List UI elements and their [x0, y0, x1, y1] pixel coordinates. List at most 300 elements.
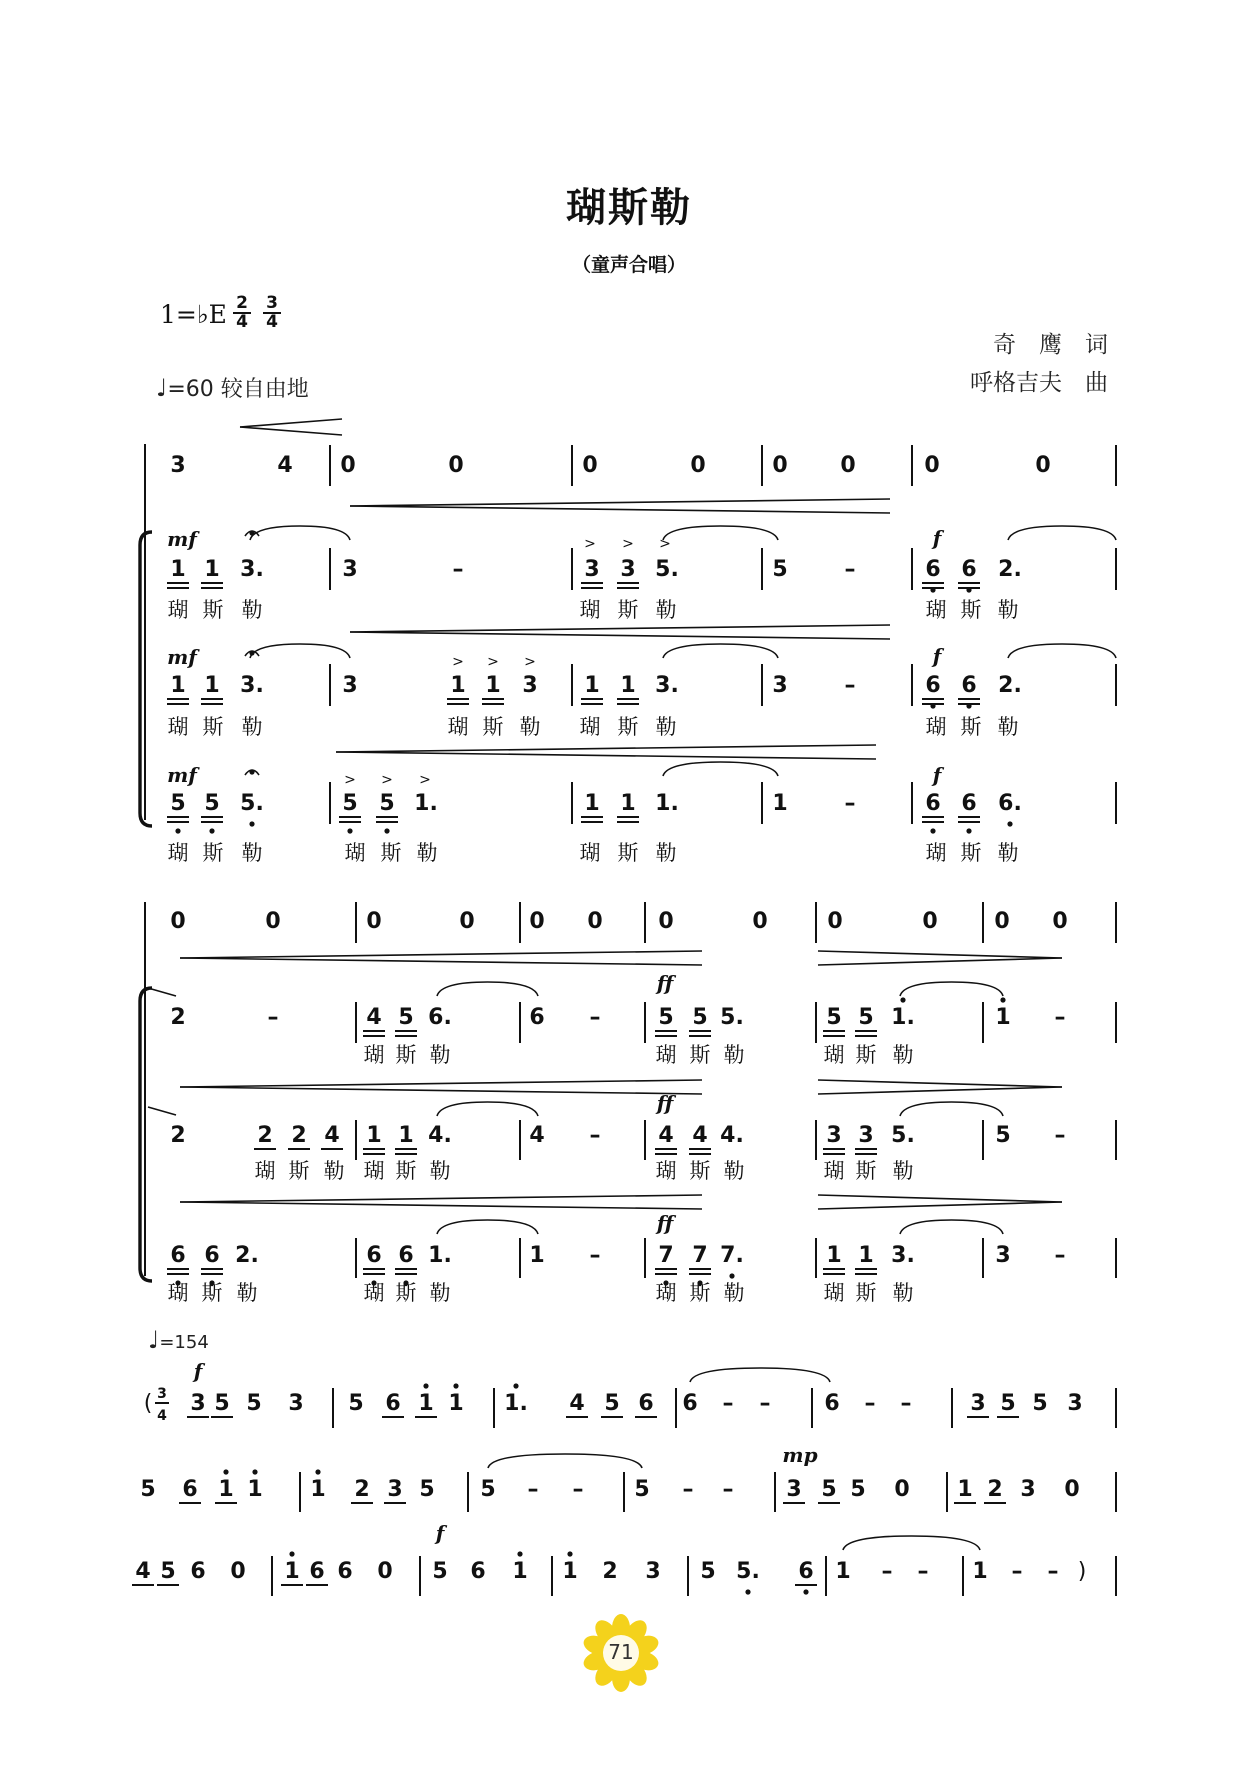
- voice1-note: 5: [858, 1005, 874, 1030]
- voice2-note: 1: [204, 673, 220, 698]
- slur: [900, 1220, 1003, 1234]
- accent-mark: >: [659, 536, 671, 552]
- crescendo-hairpin: [180, 1080, 702, 1087]
- voice3-note: 6: [204, 1243, 220, 1268]
- piano-note: 0: [752, 909, 768, 934]
- voice2-note: 4: [529, 1123, 545, 1148]
- piano-note: 0: [459, 909, 475, 934]
- voice2-note: 6: [925, 673, 941, 698]
- voice3-lyric: 瑚: [655, 1281, 677, 1305]
- interlude-note: 3: [786, 1477, 802, 1502]
- voice2-lyric: 瑚: [254, 1159, 276, 1183]
- interlude-note: 3: [190, 1391, 206, 1416]
- diminuendo-hairpin: [818, 958, 1062, 965]
- voice2-lyric: 瑚: [579, 715, 601, 739]
- voice1-note: 5: [826, 1005, 842, 1030]
- low-octave-dot: [175, 828, 180, 833]
- voice1-lyric: 斯: [689, 1043, 711, 1067]
- voice2-lyric: 斯: [960, 715, 982, 739]
- interlude-note: 5: [850, 1477, 866, 1502]
- low-octave-dot: [729, 1273, 734, 1278]
- dynamic-mf: mf: [167, 763, 197, 787]
- voice1-note: 3.: [240, 557, 264, 582]
- interlude-note: 1: [310, 1477, 326, 1502]
- time-signature-3-4: 3 4: [263, 296, 281, 330]
- high-octave-dot: [900, 997, 905, 1002]
- diminuendo-hairpin: [818, 1202, 1062, 1209]
- crescendo-hairpin: [240, 419, 342, 427]
- voice1-note: 2.: [998, 557, 1022, 582]
- slur: [900, 1102, 1003, 1116]
- crescendo-hairpin: [350, 632, 890, 639]
- voice3-lyric: 勒: [416, 841, 438, 865]
- voice2-lyric: 瑚: [655, 1159, 677, 1183]
- interlude-note: 3: [1020, 1477, 1036, 1502]
- voice3-note: 5: [170, 791, 186, 816]
- interlude-note: 5: [1000, 1391, 1016, 1416]
- voice3-lyric: 瑚: [167, 1281, 189, 1305]
- low-octave-dot: [347, 828, 352, 833]
- voice3-note: –: [589, 1243, 601, 1268]
- voice3-note: –: [844, 791, 856, 816]
- interlude-note: 0: [1064, 1477, 1080, 1502]
- dynamic-f: f: [932, 763, 942, 787]
- voice3-note: 5: [379, 791, 395, 816]
- voice1-note: 1: [170, 557, 186, 582]
- low-octave-dot: [930, 828, 935, 833]
- interlude-note: 6: [190, 1559, 206, 1584]
- voice2-lyric: 斯: [689, 1159, 711, 1183]
- voice2-note: 1: [170, 673, 186, 698]
- voice3-note: 6: [925, 791, 941, 816]
- voice1-note: 1.: [891, 1005, 915, 1030]
- piano-note: 0: [922, 909, 938, 934]
- crescendo-hairpin: [180, 1195, 702, 1202]
- piano-note: 0: [340, 453, 356, 478]
- voice2-lyric: 瑚: [925, 715, 947, 739]
- voice2-note: 3.: [240, 673, 264, 698]
- slur: [690, 1368, 830, 1382]
- interlude-note: 4: [135, 1559, 151, 1584]
- interlude-note: 4: [569, 1391, 585, 1416]
- interlude-note: 5: [348, 1391, 364, 1416]
- interlude-note: 5: [480, 1477, 496, 1502]
- interlude-note: 6: [824, 1391, 840, 1416]
- interlude-note: –: [527, 1477, 539, 1502]
- high-octave-dot: [517, 1551, 522, 1556]
- interlude-note: –: [722, 1391, 734, 1416]
- voice3-note: 6.: [998, 791, 1022, 816]
- voice2-note: 3: [772, 673, 788, 698]
- voice2-lyric: 勒: [323, 1159, 345, 1183]
- crescendo-hairpin: [240, 427, 342, 435]
- dynamic-f: f: [193, 1359, 203, 1383]
- voice1-lyric: 斯: [855, 1043, 877, 1067]
- voice2-lyric: 勒: [723, 1159, 745, 1183]
- interlude-note: –: [881, 1559, 893, 1584]
- voice3-note: 6: [398, 1243, 414, 1268]
- high-octave-dot: [453, 1383, 458, 1388]
- voice2-note: 4: [324, 1123, 340, 1148]
- voice2-lyric: 勒: [519, 715, 541, 739]
- voice1-lyric: 勒: [429, 1043, 451, 1067]
- interlude-note: 1.: [504, 1391, 528, 1416]
- interlude-note: 2: [602, 1559, 618, 1584]
- voice1-note: 5.: [720, 1005, 744, 1030]
- voice1-note: 3: [584, 557, 600, 582]
- high-octave-dot: [423, 1383, 428, 1388]
- slur: [250, 526, 350, 540]
- voice2-note: 6: [961, 673, 977, 698]
- interlude-note: 5: [1032, 1391, 1048, 1416]
- voice1-lyric: 瑚: [823, 1043, 845, 1067]
- voice3-lyric: 勒: [236, 1281, 258, 1305]
- piano-note: 0: [582, 453, 598, 478]
- interlude-note: 1: [218, 1477, 234, 1502]
- voice1-note: 5.: [655, 557, 679, 582]
- piano-note: 0: [827, 909, 843, 934]
- interlude-note: –: [682, 1477, 694, 1502]
- crescendo-hairpin: [180, 1087, 702, 1094]
- slur: [488, 1454, 642, 1468]
- voice2-note: 1: [620, 673, 636, 698]
- interlude-time-top: 3: [157, 1386, 167, 1402]
- voice3-note: 5: [342, 791, 358, 816]
- fermata-dot: [249, 769, 254, 774]
- dynamic-mf: mf: [167, 527, 197, 551]
- dynamic-f: f: [932, 644, 942, 668]
- high-octave-dot: [513, 1383, 518, 1388]
- subtitle: （童声合唱）: [571, 254, 686, 276]
- slur: [1008, 644, 1116, 658]
- voice3-lyric: 瑚: [363, 1281, 385, 1305]
- voice3-lyric: 斯: [395, 1281, 417, 1305]
- voice1-lyric: 斯: [395, 1043, 417, 1067]
- voice3-note: 5: [204, 791, 220, 816]
- crescendo-hairpin: [180, 958, 702, 965]
- accent-mark: >: [487, 654, 499, 670]
- voice2-lyric: 斯: [482, 715, 504, 739]
- piano-note: 0: [529, 909, 545, 934]
- accent-mark: >: [524, 654, 536, 670]
- quarter-note-icon: ♩: [148, 1326, 160, 1354]
- interlude-note: –: [1011, 1559, 1023, 1584]
- slur: [437, 982, 538, 996]
- interlude-note: –: [864, 1391, 876, 1416]
- voice3-lyric: 勒: [429, 1281, 451, 1305]
- piano-note: 4: [277, 453, 293, 478]
- voice3-note: 1: [772, 791, 788, 816]
- voice3-lyric: 瑚: [344, 841, 366, 865]
- voice1-note: 3: [620, 557, 636, 582]
- interlude-note: 5: [419, 1477, 435, 1502]
- interlude-note: 1: [972, 1559, 988, 1584]
- voice1-note: –: [267, 1005, 279, 1030]
- voice3-note: 1.: [414, 791, 438, 816]
- slur: [663, 526, 778, 540]
- diminuendo-hairpin: [818, 951, 1062, 958]
- crescendo-hairpin: [336, 745, 876, 752]
- voice3-lyric: 斯: [202, 841, 224, 865]
- voice1-lyric: 斯: [617, 598, 639, 622]
- low-octave-dot: [930, 587, 935, 592]
- interlude-note: 3: [645, 1559, 661, 1584]
- voice3-note: 7: [658, 1243, 674, 1268]
- diminuendo-hairpin: [818, 1087, 1062, 1094]
- interlude-note: 3: [1067, 1391, 1083, 1416]
- voice1-note: 5: [658, 1005, 674, 1030]
- voice3-note: 1: [529, 1243, 545, 1268]
- voice3-lyric: 瑚: [823, 1281, 845, 1305]
- composer-credit: 呼格吉夫 曲: [970, 370, 1108, 396]
- piano-note: 0: [658, 909, 674, 934]
- voice3-lyric: 勒: [892, 1281, 914, 1305]
- interlude-note: –: [759, 1391, 771, 1416]
- voice2-lyric: 勒: [241, 715, 263, 739]
- time-signature-2-4: 2 4: [233, 296, 251, 330]
- voice3-note: 6: [366, 1243, 382, 1268]
- voice3-lyric: 勒: [997, 841, 1019, 865]
- voice2-lyric: 斯: [202, 715, 224, 739]
- interlude-note: 3: [970, 1391, 986, 1416]
- piano-note: 0: [840, 453, 856, 478]
- voice1-note: 2: [170, 1005, 186, 1030]
- voice3-note: 1: [826, 1243, 842, 1268]
- voice1-note: 3: [342, 557, 358, 582]
- voice3-lyric: 瑚: [579, 841, 601, 865]
- voice2-note: 1: [485, 673, 501, 698]
- voice3-lyric: 斯: [617, 841, 639, 865]
- accent-mark: >: [452, 654, 464, 670]
- voice2-lyric: 勒: [997, 715, 1019, 739]
- voice2-lyric: 瑚: [447, 715, 469, 739]
- interlude-note: 5: [246, 1391, 262, 1416]
- voice2-note: –: [589, 1123, 601, 1148]
- voice2-note: 3: [826, 1123, 842, 1148]
- dynamic-mp: mp: [782, 1443, 818, 1467]
- interlude-note: 5: [160, 1559, 176, 1584]
- piano-note: 0: [265, 909, 281, 934]
- voice2-note: 1: [584, 673, 600, 698]
- dynamic-f: f: [435, 1521, 445, 1545]
- tempo-text: =154: [159, 1332, 209, 1353]
- voice3-note: 1: [858, 1243, 874, 1268]
- interlude-note: –: [917, 1559, 929, 1584]
- voice3-note: 1.: [428, 1243, 452, 1268]
- voice3-lyric: 勒: [655, 841, 677, 865]
- voice2-lyric: 瑚: [363, 1159, 385, 1183]
- voice2-lyric: 勒: [655, 715, 677, 739]
- voice2-note: 1: [450, 673, 466, 698]
- interlude-note: 1: [247, 1477, 263, 1502]
- voice2-note: 3: [522, 673, 538, 698]
- voice1-note: 6: [925, 557, 941, 582]
- low-octave-dot: [209, 828, 214, 833]
- piano-note: 0: [772, 453, 788, 478]
- lyricist-credit: 奇 鹰 词: [993, 332, 1108, 358]
- voice1-note: 1: [995, 1005, 1011, 1030]
- voice3-note: 1: [620, 791, 636, 816]
- voice3-note: –: [1054, 1243, 1066, 1268]
- voice1-lyric: 勒: [241, 598, 263, 622]
- interlude-note: 5: [214, 1391, 230, 1416]
- interlude-note: 1: [562, 1559, 578, 1584]
- piano-note: 0: [1052, 909, 1068, 934]
- low-octave-dot: [966, 828, 971, 833]
- voice1-note: –: [452, 557, 464, 582]
- crescendo-hairpin: [180, 951, 702, 958]
- voice3-lyric: 斯: [689, 1281, 711, 1305]
- voice2-note: 3: [858, 1123, 874, 1148]
- voice1-lyric: 勒: [723, 1043, 745, 1067]
- interlude-note: 6: [309, 1559, 325, 1584]
- voice3-lyric: 斯: [960, 841, 982, 865]
- voice2-note: 3: [342, 673, 358, 698]
- slur: [843, 1536, 980, 1550]
- voice3-lyric: 勒: [723, 1281, 745, 1305]
- diminuendo-hairpin: [818, 1195, 1062, 1202]
- crescendo-hairpin: [336, 752, 876, 759]
- interlude-note: –: [900, 1391, 912, 1416]
- voice2-lyric: 斯: [395, 1159, 417, 1183]
- voice3-lyric: 勒: [241, 841, 263, 865]
- high-octave-dot: [223, 1469, 228, 1474]
- interlude-note: 1: [418, 1391, 434, 1416]
- voice1-lyric: 勒: [655, 598, 677, 622]
- interlude-note: 5: [432, 1559, 448, 1584]
- interlude-note: 6: [182, 1477, 198, 1502]
- voice3-note: 6: [170, 1243, 186, 1268]
- voice2-note: –: [1054, 1123, 1066, 1148]
- interlude-note: 6: [798, 1559, 814, 1584]
- interlude-note: 6: [638, 1391, 654, 1416]
- voice1-note: 5: [692, 1005, 708, 1030]
- slur: [250, 644, 350, 658]
- interlude-time-bottom: 4: [157, 1408, 167, 1424]
- crescendo-hairpin: [180, 1202, 702, 1209]
- voice2-note: 4: [692, 1123, 708, 1148]
- interlude-note: 6: [470, 1559, 486, 1584]
- voice1-lyric: 瑚: [167, 598, 189, 622]
- dynamic-ff: ff: [656, 1211, 674, 1235]
- low-octave-dot: [966, 703, 971, 708]
- piano-note: 0: [690, 453, 706, 478]
- accent-mark: >: [381, 772, 393, 788]
- voice1-lyric: 瑚: [925, 598, 947, 622]
- low-octave-dot: [966, 587, 971, 592]
- voice1-lyric: 瑚: [655, 1043, 677, 1067]
- voice3-note: 2.: [235, 1243, 259, 1268]
- low-octave-dot: [1007, 821, 1012, 826]
- voice2-note: 4: [658, 1123, 674, 1148]
- voice3-note: 1: [584, 791, 600, 816]
- accent-mark: >: [419, 772, 431, 788]
- voice1-lyric: 瑚: [579, 598, 601, 622]
- voice2-note: 1: [398, 1123, 414, 1148]
- interlude-note: 2: [354, 1477, 370, 1502]
- slur: [663, 644, 778, 658]
- interlude-paren: (: [143, 1391, 153, 1416]
- voice2-note: 4.: [428, 1123, 452, 1148]
- page-title: 瑚斯勒: [566, 184, 692, 231]
- voice3-note: 3: [995, 1243, 1011, 1268]
- crescendo-hairpin: [350, 506, 890, 513]
- interlude-note: 5: [821, 1477, 837, 1502]
- voice2-note: 5.: [891, 1123, 915, 1148]
- interlude-note: 0: [230, 1559, 246, 1584]
- interlude-note: –: [722, 1477, 734, 1502]
- high-octave-dot: [567, 1551, 572, 1556]
- voice3-note: 6: [961, 791, 977, 816]
- tempo-text: =60 较自由地: [167, 377, 309, 402]
- voice1-note: 5: [772, 557, 788, 582]
- piano-note: 0: [1035, 453, 1051, 478]
- voice1-note: –: [589, 1005, 601, 1030]
- voice1-note: 5: [398, 1005, 414, 1030]
- voice2-note: 2: [170, 1123, 186, 1148]
- piano-note: 3: [170, 453, 186, 478]
- voice2-note: 1: [366, 1123, 382, 1148]
- voice1-lyric: 斯: [202, 598, 224, 622]
- page-number: 71: [608, 1640, 634, 1664]
- interlude-note: 5.: [736, 1559, 760, 1584]
- voice1-note: –: [1054, 1005, 1066, 1030]
- slur: [437, 1220, 538, 1234]
- interlude-note: 6: [682, 1391, 698, 1416]
- crescendo-hairpin: [350, 499, 890, 506]
- interlude-note: 1: [957, 1477, 973, 1502]
- interlude-note: 1: [448, 1391, 464, 1416]
- dynamic-mf: mf: [167, 645, 197, 669]
- dynamic-ff: ff: [656, 971, 674, 995]
- voice3-note: 5.: [240, 791, 264, 816]
- voice2-note: 4.: [720, 1123, 744, 1148]
- voice3-lyric: 斯: [855, 1281, 877, 1305]
- voice2-lyric: 斯: [617, 715, 639, 739]
- voice2-note: 2.: [998, 673, 1022, 698]
- interlude-note: 6: [337, 1559, 353, 1584]
- piano-note: 0: [924, 453, 940, 478]
- interlude-paren: ): [1077, 1559, 1087, 1584]
- voice2-note: –: [844, 673, 856, 698]
- voice2-lyric: 斯: [288, 1159, 310, 1183]
- diminuendo-hairpin: [818, 1080, 1062, 1087]
- voice2-note: 3.: [655, 673, 679, 698]
- slur: [437, 1102, 538, 1116]
- interlude-note: 0: [377, 1559, 393, 1584]
- accent-mark: >: [584, 536, 596, 552]
- tie-continuation: [148, 988, 176, 996]
- voice2-lyric: 瑚: [167, 715, 189, 739]
- voice1-note: 4: [366, 1005, 382, 1030]
- dynamic-f: f: [932, 526, 942, 550]
- accent-mark: >: [344, 772, 356, 788]
- voice3-lyric: 瑚: [167, 841, 189, 865]
- interlude-note: 0: [894, 1477, 910, 1502]
- piano-note: 0: [587, 909, 603, 934]
- voice3-note: 7.: [720, 1243, 744, 1268]
- piano-note: 0: [994, 909, 1010, 934]
- interlude-note: 5: [140, 1477, 156, 1502]
- voice3-note: 7: [692, 1243, 708, 1268]
- interlude-note: 6: [385, 1391, 401, 1416]
- quarter-note-icon: ♩: [156, 374, 168, 402]
- accent-mark: >: [622, 536, 634, 552]
- voice3-note: 3.: [891, 1243, 915, 1268]
- interlude-note: –: [1047, 1559, 1059, 1584]
- interlude-note: 5: [700, 1559, 716, 1584]
- low-octave-dot: [384, 828, 389, 833]
